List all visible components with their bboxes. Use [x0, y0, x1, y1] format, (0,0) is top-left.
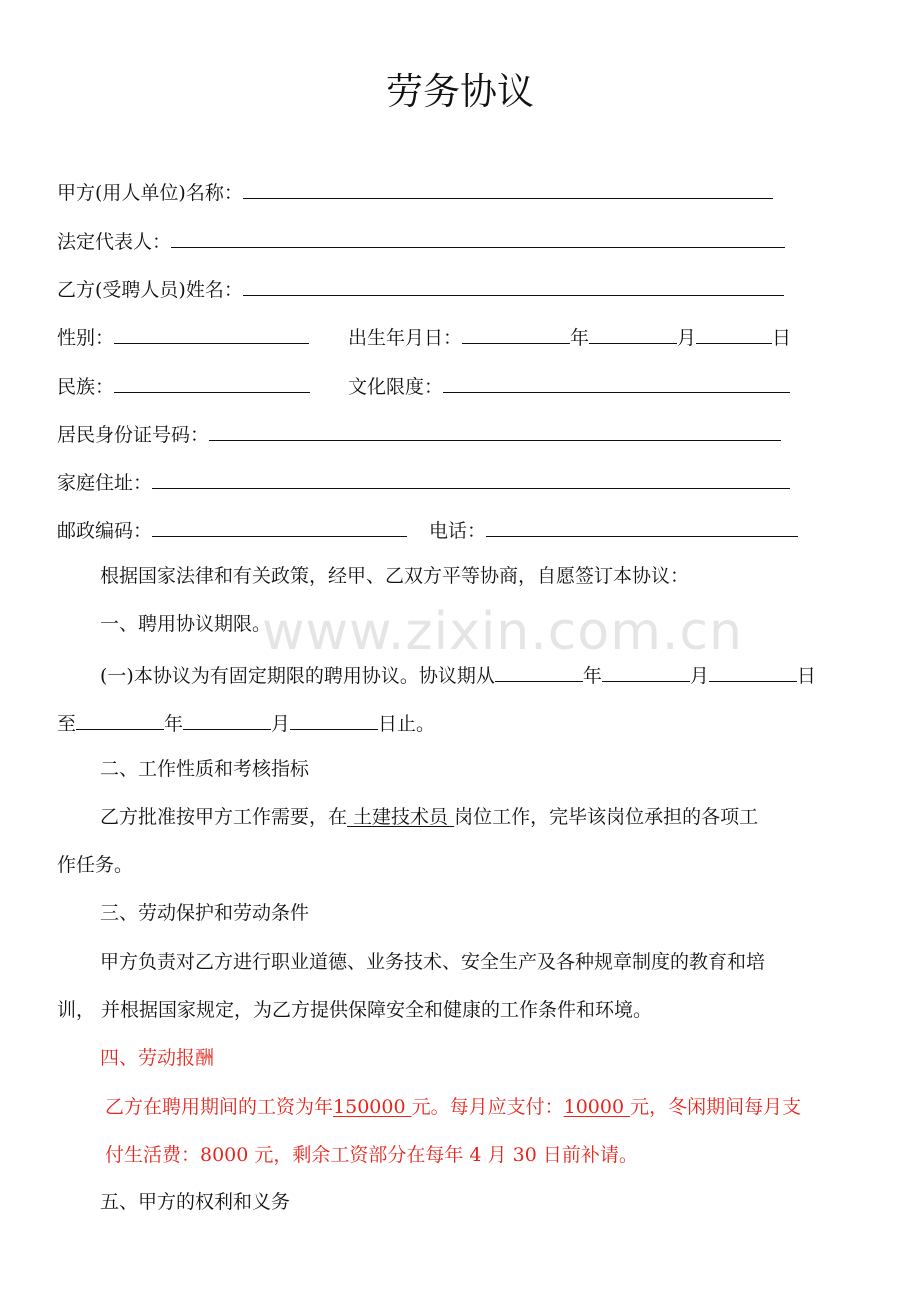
intro-paragraph: 根据国家法律和有关政策，经甲、乙双方平等协商，自愿签订本协议：	[100, 565, 690, 587]
start-year-text: 年	[582, 665, 602, 687]
position-value: 土建技术员	[347, 806, 455, 828]
section-1-line-1	[100, 661, 816, 688]
end-year-text: 年	[164, 713, 184, 735]
section-4-heading: 四、劳动报酬	[100, 1047, 215, 1069]
id-row	[57, 420, 781, 447]
section-4-text-b: 元。每月应支付：	[411, 1096, 564, 1118]
party-a-label: 甲方(用人单位)名称：	[57, 182, 243, 204]
start-month-blank[interactable]	[602, 661, 690, 682]
address-label: 家庭住址：	[57, 472, 153, 494]
start-day-text: 日	[796, 665, 816, 687]
start-day-blank[interactable]	[709, 661, 797, 682]
end-day-blank[interactable]	[290, 709, 378, 730]
section-2-text-b: 岗位工作，完毕该岗位承担的各项工	[454, 806, 759, 828]
document-title: 劳务协议	[386, 70, 534, 113]
ethnicity-blank[interactable]	[114, 372, 310, 393]
legal-rep-label: 法定代表人：	[57, 231, 172, 253]
section-2-heading: 二、工作性质和考核指标	[100, 758, 310, 780]
id-blank[interactable]	[209, 420, 781, 441]
section-4-line-1	[105, 1095, 801, 1119]
education-label: 文化限度：	[348, 376, 444, 398]
gender-blank[interactable]	[114, 323, 309, 344]
birth-label: 出生年月日：	[348, 327, 463, 349]
gender-label: 性别：	[57, 327, 115, 349]
ethnicity-row	[57, 372, 310, 399]
legal-rep-row	[57, 227, 785, 254]
legal-rep-blank[interactable]	[171, 227, 785, 248]
education-blank[interactable]	[443, 372, 790, 393]
section-4-text-c: 元，冬闲期间每月支	[630, 1096, 802, 1118]
postcode-label: 邮政编码：	[57, 520, 153, 542]
id-label: 居民身份证号码：	[57, 424, 210, 446]
end-month-text: 月	[271, 713, 291, 735]
start-year-blank[interactable]	[495, 661, 583, 682]
section-1-text: (一)本协议为有固定期限的聘用协议。协议期从	[100, 665, 495, 687]
phone-label: 电话：	[429, 520, 487, 542]
postcode-row	[57, 516, 407, 543]
phone-blank[interactable]	[486, 516, 798, 537]
to-text: 至	[57, 713, 77, 735]
section-5-heading: 五、甲方的权利和义务	[100, 1191, 291, 1213]
section-4-text-a: 乙方在聘用期间的工资为年	[105, 1096, 334, 1118]
birth-month-blank[interactable]	[589, 323, 677, 344]
monthly-salary: 10000	[563, 1096, 631, 1118]
section-3-line-2: 训， 并根据国家规定，为乙方提供保障安全和健康的工作条件和环境。	[57, 999, 653, 1021]
party-b-blank[interactable]	[243, 275, 784, 296]
section-3-heading: 三、劳动保护和劳动条件	[100, 902, 310, 924]
party-b-label: 乙方(受聘人员)姓名：	[57, 279, 243, 301]
education-row	[348, 372, 790, 399]
end-month-blank[interactable]	[183, 709, 271, 730]
watermark: www.zixin.com.cn	[262, 602, 743, 662]
birth-month-text: 月	[677, 327, 697, 349]
section-2-line-2: 作任务。	[57, 854, 134, 876]
section-3-line-1: 甲方负责对乙方进行职业道德、业务技术、安全生产及各种规章制度的教育和培	[100, 951, 766, 973]
ethnicity-label: 民族：	[57, 376, 115, 398]
party-a-row	[57, 178, 773, 205]
phone-row	[429, 516, 798, 543]
section-4-line-2: 付生活费：8000 元，剩余工资部分在每年 4 月 30 日前补请。	[105, 1144, 638, 1166]
birth-year-blank[interactable]	[462, 323, 570, 344]
annual-salary: 150000	[333, 1096, 412, 1118]
end-year-blank[interactable]	[76, 709, 164, 730]
party-a-blank[interactable]	[243, 178, 773, 199]
birth-day-blank[interactable]	[696, 323, 772, 344]
gender-row	[57, 323, 309, 350]
birth-year-text: 年	[570, 327, 590, 349]
section-1-line-2	[57, 709, 435, 736]
section-2-line-1	[100, 805, 758, 829]
address-blank[interactable]	[152, 468, 790, 489]
section-1-heading: 一、聘用协议期限。	[100, 613, 272, 635]
address-row	[57, 468, 790, 495]
birth-row	[348, 323, 791, 350]
birth-day-text: 日	[772, 327, 792, 349]
party-b-row	[57, 275, 784, 302]
section-2-text-a: 乙方批准按甲方工作需要，在	[100, 806, 348, 828]
start-month-text: 月	[689, 665, 709, 687]
end-text: 日止。	[378, 713, 436, 735]
postcode-blank[interactable]	[152, 516, 407, 537]
